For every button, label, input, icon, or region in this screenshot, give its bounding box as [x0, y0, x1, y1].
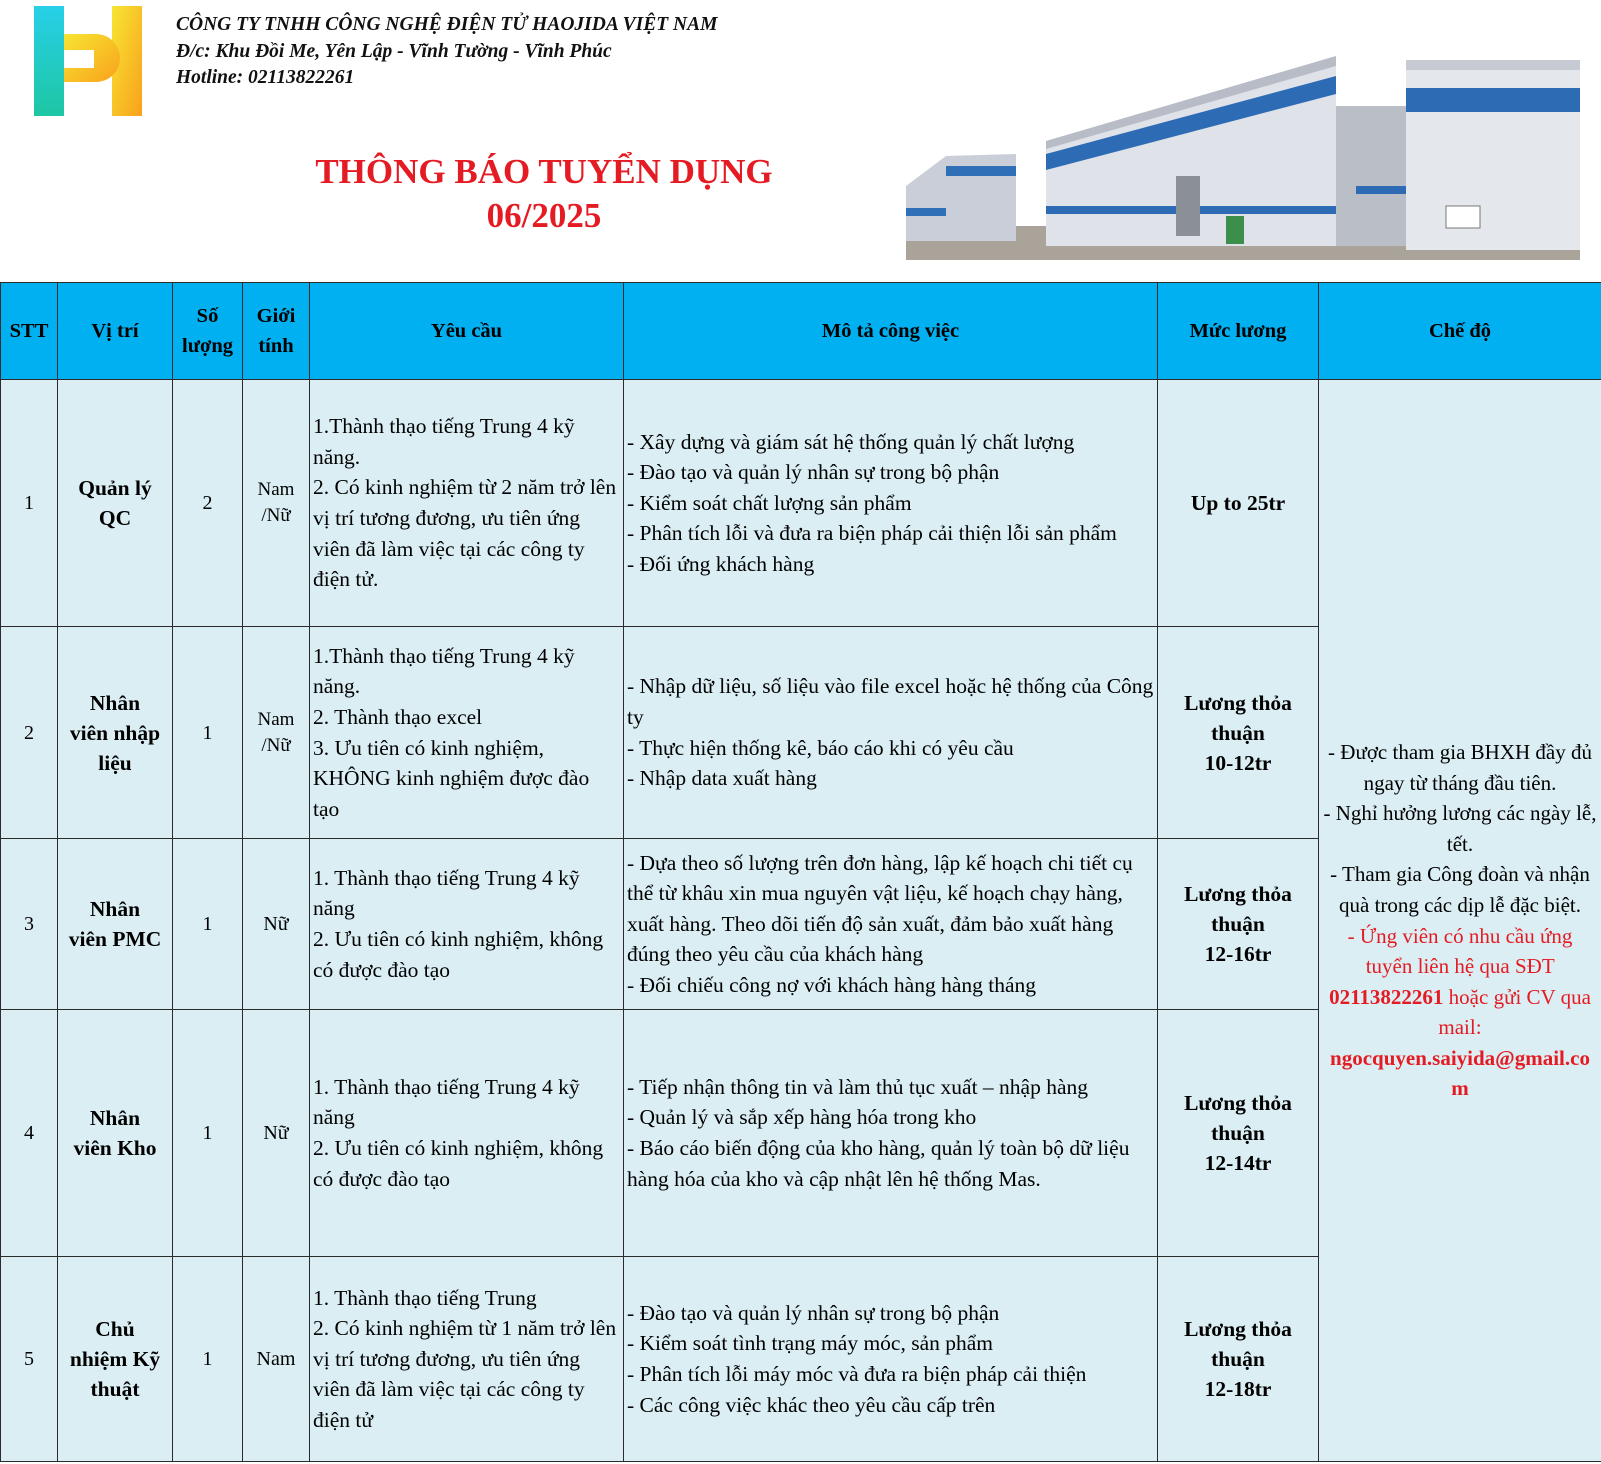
row-requirements: 1. Thành thạo tiếng Trung 4 kỹ năng 2. Ưu tiên có kinh nghiệm, không có được đào tạo [310, 1010, 624, 1257]
row-description: - Dựa theo số lượng trên đơn hàng, lập kế hoạch chi tiết cụ thể từ khâu xin mua nguyên vật liệu, kế hoạch chạy hàng, xuất hàng. Theo dõi tiến độ sản xuất, đảm bảo xuất hàng đúng theo yêu cầu của khách hàng - Đối chiếu công nợ với khách hàng hàng tháng [624, 839, 1158, 1010]
company-hotline: Hotline: 02113822261 [176, 67, 355, 88]
table-row [1, 380, 1601, 627]
row-salary: Up to 25tr [1158, 380, 1319, 627]
row-salary: Lương thỏa thuận 12-16tr [1158, 839, 1319, 1010]
company-logo [34, 6, 142, 116]
row-stt: 5 [1, 1257, 58, 1462]
header-stt: STT [1, 283, 58, 380]
header-position: Vị trí [58, 283, 173, 380]
company-name: CÔNG TY TNHH CÔNG NGHỆ ĐIỆN TỬ HAOJIDA VIỆT NAM [176, 14, 718, 35]
row-salary: Lương thỏa thuận 12-14tr [1158, 1010, 1319, 1257]
header-requirements: Yêu cầu [310, 283, 624, 380]
header-benefits: Chế độ [1319, 283, 1601, 380]
notice-title-block [300, 150, 788, 238]
contact-phone[interactable]: 02113822261 [1329, 984, 1444, 1009]
row-stt: 4 [1, 1010, 58, 1257]
row-quantity: 1 [173, 839, 243, 1010]
row-position: Quản lý QC [58, 380, 173, 627]
row-position: Chủ nhiệm Kỹ thuật [58, 1257, 173, 1462]
row-quantity: 1 [173, 1010, 243, 1257]
row-quantity: 2 [173, 380, 243, 627]
header-gender: Giới tính [243, 283, 310, 380]
row-requirements: 1.Thành thạo tiếng Trung 4 kỹ năng. 2. Thành thạo excel 3. Ưu tiên có kinh nghiệm, KHÔNG kinh nghiệm được đào tạo [310, 627, 624, 839]
row-position: Nhân viên PMC [58, 839, 173, 1010]
contact-block [1322, 921, 1598, 1043]
notice-period: 06/2025 [486, 196, 602, 235]
row-stt: 1 [1, 380, 58, 627]
row-quantity: 1 [173, 1257, 243, 1462]
benefit-item: - Nghỉ hưởng lương các ngày lễ, tết. [1323, 801, 1597, 856]
row-requirements: 1. Thành thạo tiếng Trung 4 kỹ năng 2. Ưu tiên có kinh nghiệm, không có được đào tạo [310, 839, 624, 1010]
notice-title: THÔNG BÁO TUYỂN DỤNG [315, 152, 773, 191]
contact-email[interactable]: ngocquyen.saiyida@gmail.com [1330, 1045, 1590, 1101]
row-requirements: 1. Thành thạo tiếng Trung 2. Có kinh nghiệm từ 1 năm trở lên vị trí tương đương, ưu tiên ứng viên đã làm việc tại các công ty điện tử [310, 1257, 624, 1462]
benefit-item: - Được tham gia BHXH đầy đủ ngay từ tháng đầu tiên. [1328, 739, 1592, 795]
benefit-item: - Tham gia Công đoàn và nhận quà trong các dịp lễ đặc biệt. [1330, 862, 1590, 917]
row-gender: Nữ [243, 839, 310, 1010]
row-description: - Tiếp nhận thông tin và làm thủ tục xuất – nhập hàng - Quản lý và sắp xếp hàng hóa trong kho - Báo cáo biến động của kho hàng, quản lý toàn bộ dữ liệu hàng hóa của kho và cập nhật lên hệ thống Mas. [624, 1010, 1158, 1257]
row-position: Nhân viên nhập liệu [58, 627, 173, 839]
factory-photo [906, 36, 1580, 260]
row-description: - Nhập dữ liệu, số liệu vào file excel hoặc hệ thống của Công ty - Thực hiện thống kê, báo cáo khi có yêu cầu - Nhập data xuất hàng [624, 627, 1158, 839]
header-description: Mô tả công việc [624, 283, 1158, 380]
row-stt: 2 [1, 627, 58, 839]
row-gender: Nữ [243, 1010, 310, 1257]
row-gender: Nam [243, 1257, 310, 1462]
row-gender: Nam /Nữ [243, 627, 310, 839]
row-gender: Nam /Nữ [243, 380, 310, 627]
row-description: - Đào tạo và quản lý nhân sự trong bộ phận - Kiểm soát tình trạng máy móc, sản phẩm - Phân tích lỗi máy móc và đưa ra biện pháp cải thiện - Các công việc khác theo yêu cầu cấp trên [624, 1257, 1158, 1462]
row-description: - Xây dựng và giám sát hệ thống quản lý chất lượng - Đào tạo và quản lý nhân sự trong bộ phận - Kiểm soát chất lượng sản phẩm - Phân tích lỗi và đưa ra biện pháp cải thiện lỗi sản phẩm - Đối ứng khách hàng [624, 380, 1158, 627]
page-header [0, 0, 1601, 282]
row-requirements: 1.Thành thạo tiếng Trung 4 kỹ năng. 2. Có kinh nghiệm từ 2 năm trở lên vị trí tương đương, ưu tiên ứng viên đã làm việc tại các công ty điện tử. [310, 380, 624, 627]
company-address: Đ/c: Khu Đồi Me, Yên Lập - Vĩnh Tường - Vĩnh Phúc [176, 40, 612, 62]
row-salary: Lương thỏa thuận 10-12tr [1158, 627, 1319, 839]
header-salary: Mức lương [1158, 283, 1319, 380]
contact-prefix: - Ứng viên có nhu cầu ứng tuyển liên hệ qua SĐT [1347, 923, 1573, 979]
job-table [0, 282, 1601, 1462]
benefits-cell [1319, 380, 1601, 1462]
header-quantity: Số lượng [173, 283, 243, 380]
contact-middle: hoặc gửi CV qua mail: [1438, 984, 1591, 1040]
row-stt: 3 [1, 839, 58, 1010]
row-salary: Lương thỏa thuận 12-18tr [1158, 1257, 1319, 1462]
table-header-row [1, 283, 1601, 380]
company-info [176, 12, 717, 92]
row-quantity: 1 [173, 627, 243, 839]
row-position: Nhân viên Kho [58, 1010, 173, 1257]
